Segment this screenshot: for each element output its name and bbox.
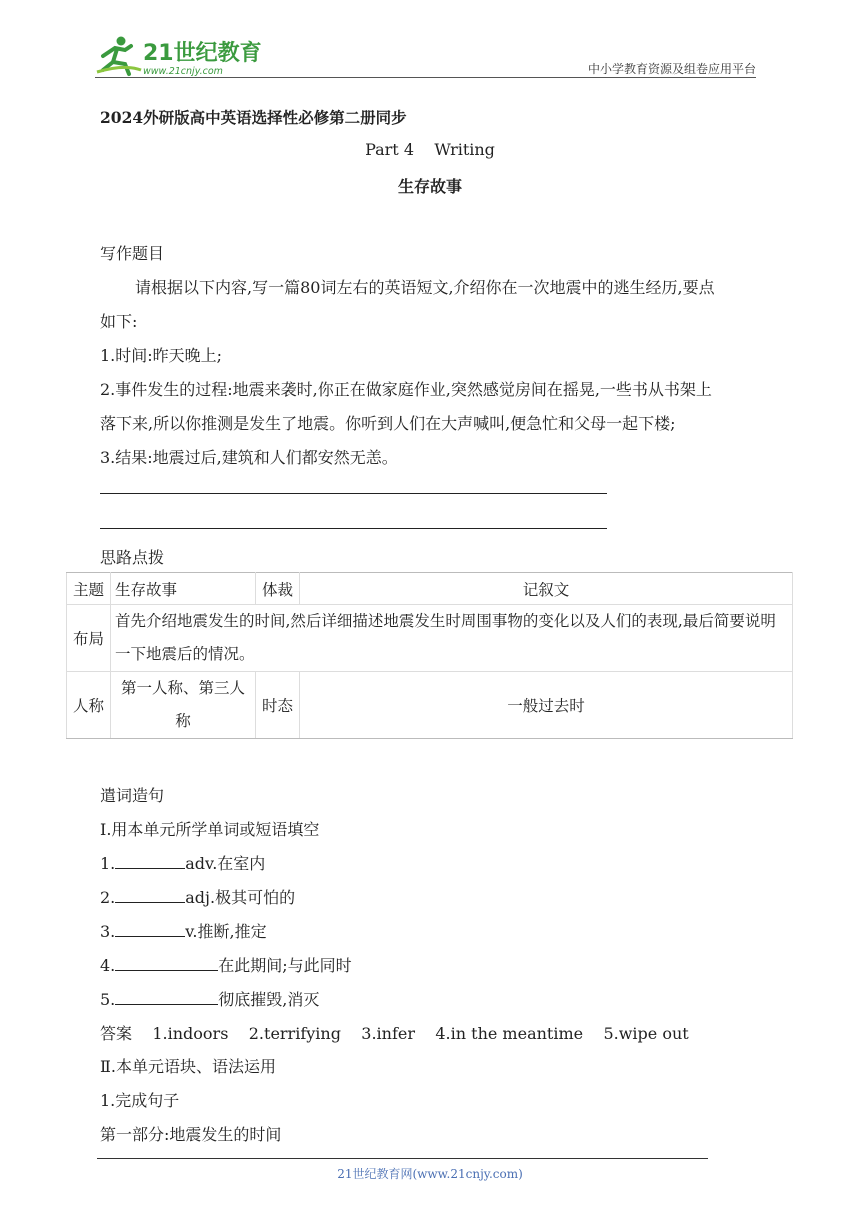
table-row [67, 605, 793, 672]
table-cell-value: 一般过去时 [300, 672, 793, 739]
table-cell-label: 主题 [67, 573, 111, 605]
vocab-section-2: Ⅱ.本单元语块、语法运用 [100, 1057, 276, 1076]
task-intro-line2: 如下: [100, 312, 138, 331]
svg-text:21世纪教育: 21世纪教育 [143, 41, 262, 66]
runner-logo-icon [95, 34, 265, 78]
table-cell-label: 布局 [67, 605, 111, 672]
vocab-section-1: Ⅰ.用本单元所学单词或短语填空 [100, 820, 320, 839]
table-cell-label: 时态 [256, 672, 300, 739]
task-intro-line1: 请根据以下内容,写一篇80词左右的英语短文,介绍你在一次地震中的逃生经历,要点 [135, 278, 715, 297]
document-title: 2024外研版高中英语选择性必修第二册同步 [100, 108, 407, 127]
part-heading: 第一部分:地震发生的时间 [100, 1125, 282, 1144]
header-divider [95, 77, 756, 78]
task-point-2-line1: 2.事件发生的过程:地震来袭时,你正在做家庭作业,突然感觉房间在摇晃,一些书从书架上 [100, 380, 712, 399]
fill-blank [115, 955, 218, 971]
task-heading: 写作题目 [100, 244, 165, 263]
subsection-heading: 1.完成句子 [100, 1091, 180, 1110]
fill-blank [115, 853, 185, 869]
task-point-3: 3.结果:地震过后,建筑和人们都安然无恙。 [100, 448, 398, 467]
footer-text[interactable]: 21世纪教育网(www.21cnjy.com) [337, 1167, 523, 1181]
table-row [67, 573, 793, 605]
table-cell-value: 首先介绍地震发生的时间,然后详细描述地震发生时周围事物的变化以及人们的表现,最后简要说明一下地震后的情况。 [111, 605, 793, 672]
ideas-table [66, 572, 793, 739]
table-cell-label: 体裁 [256, 573, 300, 605]
list-item [100, 885, 295, 908]
table-cell-label: 人称 [67, 672, 111, 739]
fill-blank [115, 921, 185, 937]
item-number: 2. [100, 888, 116, 907]
item-text: v.推断,推定 [185, 922, 267, 941]
list-item [100, 953, 352, 976]
item-text: 彻底摧毁,消灭 [218, 990, 320, 1009]
table-cell-value: 记叙文 [300, 573, 793, 605]
task-point-1: 1.时间:昨天晚上; [100, 346, 223, 365]
vocab-heading: 遣词造句 [100, 786, 165, 805]
list-item [100, 851, 265, 874]
answer-line: 答案 1.indoors 2.terrifying 3.infer 4.in the meantime 5.wipe out [100, 1024, 689, 1043]
header-tagline: 中小学教育资源及组卷应用平台 [587, 62, 756, 76]
footer-divider [97, 1158, 708, 1159]
item-number: 1. [100, 854, 116, 873]
task-point-2-line2: 落下来,所以你推测是发生了地震。你听到人们在大声喊叫,便急忙和父母一起下楼; [100, 414, 676, 433]
list-item [100, 987, 319, 1010]
fill-blank [115, 989, 218, 1005]
item-number: 4. [100, 956, 116, 975]
table-cell-value: 生存故事 [111, 573, 256, 605]
answer-blank-line [100, 528, 607, 529]
section-title: 生存故事 [397, 177, 462, 196]
item-number: 3. [100, 922, 116, 941]
table-cell-value: 第一人称、第三人称 [111, 672, 256, 739]
part-title: Part 4 Writing [365, 140, 495, 159]
ideas-heading: 思路点拨 [100, 548, 165, 567]
item-text: adj.极其可怕的 [185, 888, 296, 907]
item-number: 5. [100, 990, 116, 1009]
answer-blank-line [100, 493, 607, 494]
item-text: 在此期间;与此同时 [218, 956, 352, 975]
site-logo [95, 34, 265, 78]
item-text: adv.在室内 [185, 854, 266, 873]
fill-blank [115, 887, 185, 903]
table-row [67, 672, 793, 739]
svg-text:www.21cnjy.com: www.21cnjy.com [143, 66, 223, 77]
list-item [100, 919, 267, 942]
